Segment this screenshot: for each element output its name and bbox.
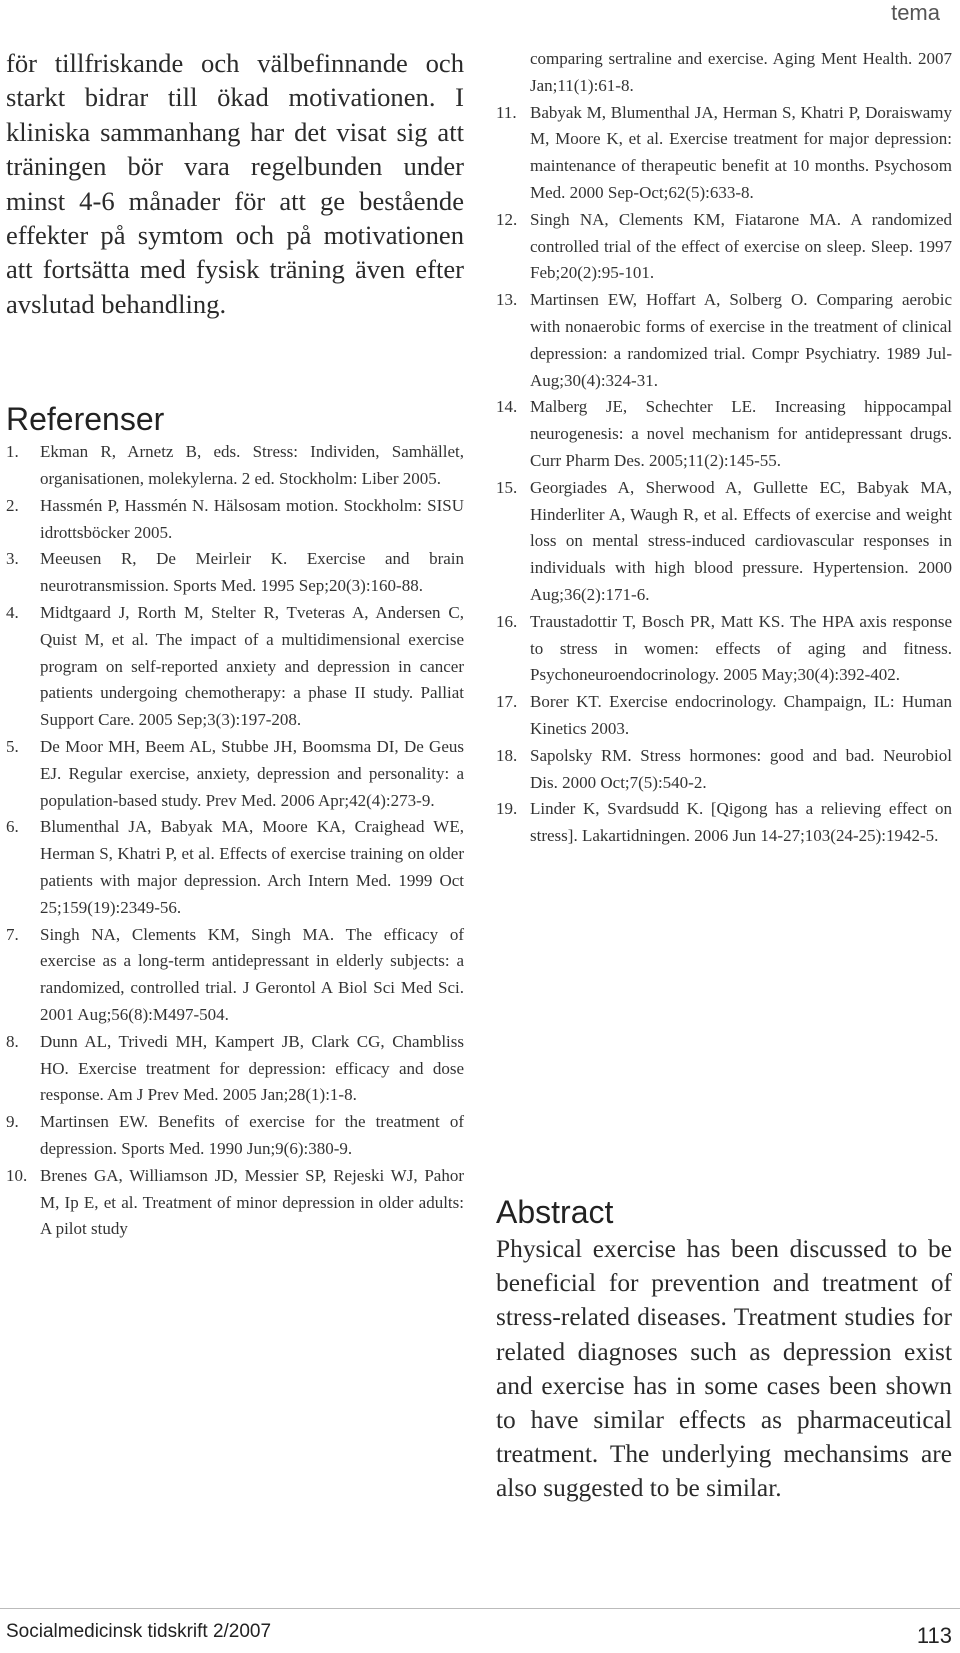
reference-text: Martinsen EW. Benefits of exercise for the treatment of depression. Sports Med. 1990 Jun;9(6):380-9. [40,1112,464,1158]
reference-number: 9. [6,1112,19,1132]
reference-number: 19. [496,799,518,819]
reference-text: Traustadottir T, Bosch PR, Matt KS. The HPA axis response to stress in women: effects of aging and fitness. Psychoneuroendocrinology. 2005 May;30(4):392-402. [530,611,952,685]
reference-text: Georgiades A, Sherwood A, Gullette EC, Babyak MA, Hinderliter A, Waugh R, et al. Effects of exercise and weight loss on mental stress-induced cardiovascular responses in individuals with high blood pressure. Hypertension. 2000 Aug;36(2):171-6. [530,477,952,604]
reference-text: comparing sertraline and exercise. Aging Ment Health. 2007 Jan;11(1):61-8. [530,49,952,95]
reference-text: Singh NA, Clements KM, Fiatarone MA. A randomized controlled trial of the effect of exercise on sleep. Sleep. 1997 Feb;20(2):95-101. [530,209,952,283]
reference-number: 11. [496,102,517,122]
journal-name: Socialmedicinsk tidskrift 2/2007 [6,1621,272,1642]
reference-number [496,46,530,100]
reference-text: Ekman R, Arnetz B, eds. Stress: Individen, Samhället, organisationen, molekylerna. 2 ed. Stockholm: Liber 2005. [40,442,464,489]
left-column [6,46,464,1243]
reference-item [6,734,464,814]
references-heading: Referenser [6,401,165,438]
reference-item [6,600,464,734]
reference-number: 18. [496,745,518,765]
reference-item [496,689,952,743]
reference-text: Borer KT. Exercise endocrinology. Champaign, IL: Human Kinetics 2003. [530,692,952,738]
reference-item [6,814,464,921]
reference-text: Blumenthal JA, Babyak MA, Moore KA, Craighead WE, Herman S, Khatri P, et al. Effects of exercise training on older patients with major depression. Arch Intern Med. 1999 Oct 25;159(19):2349-56. [40,817,464,917]
reference-list-left [6,439,464,1243]
page-number: 113 [916,1623,952,1648]
reference-item [6,922,464,1029]
reference-number: 5. [6,737,19,757]
reference-item [6,1163,464,1243]
reference-text: Sapolsky RM. Stress hormones: good and bad. Neurobiol Dis. 2000 Oct;7(5):540-2. [530,745,952,792]
reference-number: 1. [6,442,19,462]
reference-number: 4. [6,603,19,623]
reference-number: 15. [496,477,518,497]
reference-number: 3. [6,549,19,569]
reference-item [496,287,952,394]
abstract-heading: Abstract [496,1193,614,1230]
reference-item [6,546,464,600]
reference-item [6,1109,464,1163]
reference-item [496,475,952,609]
reference-item [496,609,952,689]
reference-text: Dunn AL, Trivedi MH, Kampert JB, Clark CG, Chambliss HO. Exercise treatment for depression: efficacy and dose response. Am J Prev Med. 2005 Jan;28(1):1-8. [40,1031,464,1105]
reference-item [496,46,952,100]
reference-text: Brenes GA, Williamson JD, Messier SP, Rejeski WJ, Pahor M, Ip E, et al. Treatment of minor depression in older adults: A pilot study [40,1165,464,1239]
footer-divider [0,1608,960,1609]
reference-item [496,394,952,474]
reference-number: 14. [496,397,518,417]
reference-text: Malberg JE, Schechter LE. Increasing hippocampal neurogenesis: a novel mechanism for antidepressant drugs. Curr Pharm Des. 2005;11(2):145-55. [530,397,952,470]
reference-text: Hassmén P, Hassmén N. Hälsosam motion. Stockholm: SISU idrottsböcker 2005. [40,495,464,542]
reference-text: Meeusen R, De Meirleir K. Exercise and brain neurotransmission. Sports Med. 1995 Sep;20(3):160-88. [40,549,464,596]
intro-paragraph: för tillfriskande och välbefinnande och starkt bidrar till ökad motivationen. I kliniska sammanhang har det visat sig att träningen bör vara regelbunden under minst 4-6 månader för att ge bestående effekter på symtom och på motivationen att fortsätta med fysisk träning även efter avslutad behandling. [6,48,464,319]
reference-number: 6. [6,817,19,837]
reference-item [496,743,952,797]
reference-item [496,796,952,850]
reference-number: 2. [6,495,19,515]
reference-number: 17. [496,692,518,712]
reference-number: 8. [6,1031,19,1051]
reference-text: De Moor MH, Beem AL, Stubbe JH, Boomsma DI, De Geus EJ. Regular exercise, anxiety, depression and personality: a population-based study. Prev Med. 2006 Apr;42(4):273-9. [40,737,464,810]
section-tag: tema [891,0,940,25]
reference-item [6,493,464,547]
reference-item [496,207,952,287]
reference-list-right [496,46,952,850]
reference-text: Midtgaard J, Rorth M, Stelter R, Tveteras A, Andersen C, Quist M, et al. The impact of a multidimensional exercise program on self-reported anxiety and depression in cancer patients undergoing chemotherapy: a phase II study. Palliat Support Care. 2005 Sep;3(3):197-208. [40,603,464,730]
reference-item [6,1029,464,1109]
right-column [496,46,952,1506]
reference-number: 13. [496,290,518,310]
reference-number: 16. [496,611,518,631]
reference-number: 7. [6,924,19,944]
abstract-text: Physical exercise has been discussed to be beneficial for prevention and treatment of stress-related diseases. Treatment studies for related diagnoses such as depression exist and exercise has in some cases been shown to have similar effects as pharmaceutical treatment. The underlying mechansims are also suggested to be similar. [496,1234,952,1503]
reference-text: Martinsen EW, Hoffart A, Solberg O. Comparing aerobic with nonaerobic forms of exercise in the treatment of clinical depression: a randomized trial. Compr Psychiatry. 1989 Jul-Aug;30(4):324-31. [530,290,952,390]
reference-number: 10. [6,1165,28,1185]
reference-item [496,100,952,207]
reference-text: Singh NA, Clements KM, Singh MA. The efficacy of exercise as a long-term antidepressant in elderly subjects: a randomized, controlled trial. J Gerontol A Biol Sci Med Sci. 2001 Aug;56(8):M497-504. [40,924,464,1024]
reference-text: Linder K, Svardsudd K. [Qigong has a relieving effect on stress]. Lakartidningen. 2006 Jun 14-27;103(24-25):1942-5. [530,799,952,846]
reference-number: 12. [496,209,518,229]
reference-item [6,439,464,493]
reference-text: Babyak M, Blumenthal JA, Herman S, Khatri P, Doraiswamy M, Moore K, et al. Exercise treatment for major depression: maintenance of therapeutic benefit at 10 months. Psychosom Med. 2000 Sep-Oct;62(5):633-8. [530,102,952,202]
